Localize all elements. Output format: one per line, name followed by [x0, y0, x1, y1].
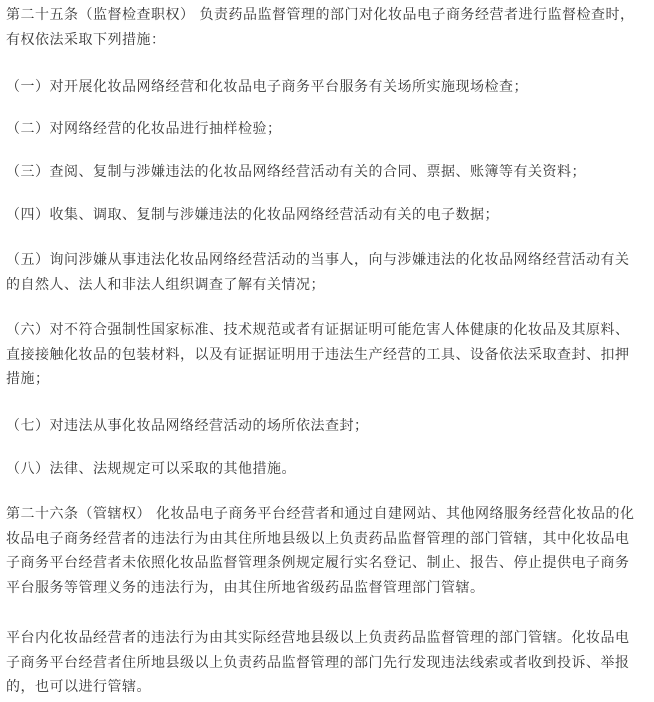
measure-item-2 — [6, 117, 282, 142]
article-25-line: 有权依法采取下列措施： — [6, 31, 166, 48]
article-26-line: 第二十六条（管辖权） 化妆品电子商务平台经营者和通过自建网站、其他网络服务经营化妆品的化 — [6, 506, 635, 522]
measure-item-line: （五）询问涉嫌从事违法化妆品网络经营活动的当事人，向与涉嫌违法的化妆品网络经营活动有关 — [6, 252, 630, 268]
article-26-paragraph — [6, 502, 634, 600]
measure-item-line: （八）法律、法规规定可以采取的其他措施。 — [6, 461, 296, 477]
measure-item-6 — [6, 318, 630, 392]
article-25-line: 第二十五条（监督检查职权） 负责药品监督管理的部门对化妆品电子商务经营者进行监督检查时， — [6, 7, 635, 23]
measure-item-line: （一）对开展化妆品网络经营和化妆品电子商务平台服务有关场所实施现场检查； — [6, 79, 528, 95]
measure-item-line: （七）对违法从事化妆品网络经营活动的场所依法查封； — [6, 418, 369, 434]
measure-item-line: 的自然人、法人和非法人组织调查了解有关情况； — [6, 276, 325, 293]
measure-item-line: （三）查阅、复制与涉嫌违法的化妆品网络经营活动有关的合同、票据、账簿等有关资料； — [6, 164, 586, 180]
article-26-line: 平台服务等管理义务的违法行为，由其住所地省级药品监督管理部门管辖。 — [6, 579, 485, 596]
article-26-line: 妆品电子商务经营者的违法行为由其住所地县级以上负责药品监督管理的部门管辖，其中化妆品电 — [6, 530, 630, 547]
measure-item-7 — [6, 414, 369, 439]
closing-line: 的，也可以进行管辖。 — [6, 679, 151, 695]
measure-item-1 — [6, 75, 528, 100]
measure-item-5 — [6, 248, 630, 297]
measure-item-8 — [6, 457, 296, 482]
measure-item-line: 直接接触化妆品的包装材料，以及有证据证明用于违法生产经营的工具、设备依法采取查封、扣押 — [6, 346, 630, 363]
closing-line: 子商务平台经营者住所地县级以上负责药品监督管理的部门先行发现违法线索或者收到投诉、举报 — [6, 654, 630, 671]
measure-item-4 — [6, 203, 499, 228]
measure-item-line: 措施； — [6, 371, 50, 387]
measure-item-3 — [6, 160, 586, 185]
measure-item-line: （四）收集、调取、复制与涉嫌违法的化妆品网络经营活动有关的电子数据； — [6, 207, 499, 223]
article-25-paragraph — [6, 3, 634, 52]
measure-item-line: （二）对网络经营的化妆品进行抽样检验； — [6, 121, 282, 137]
article-26-line: 子商务平台经营者未依照化妆品监督管理条例规定履行实名登记、制止、报告、停止提供电子商务 — [6, 555, 630, 571]
closing-paragraph — [6, 626, 630, 700]
closing-line: 平台内化妆品经营者的违法行为由其实际经营地县级以上负责药品监督管理的部门管辖。化妆品电 — [6, 630, 630, 646]
measure-item-line: （六）对不符合强制性国家标准、技术规范或者有证据证明可能危害人体健康的化妆品及其原料、 — [6, 322, 630, 338]
